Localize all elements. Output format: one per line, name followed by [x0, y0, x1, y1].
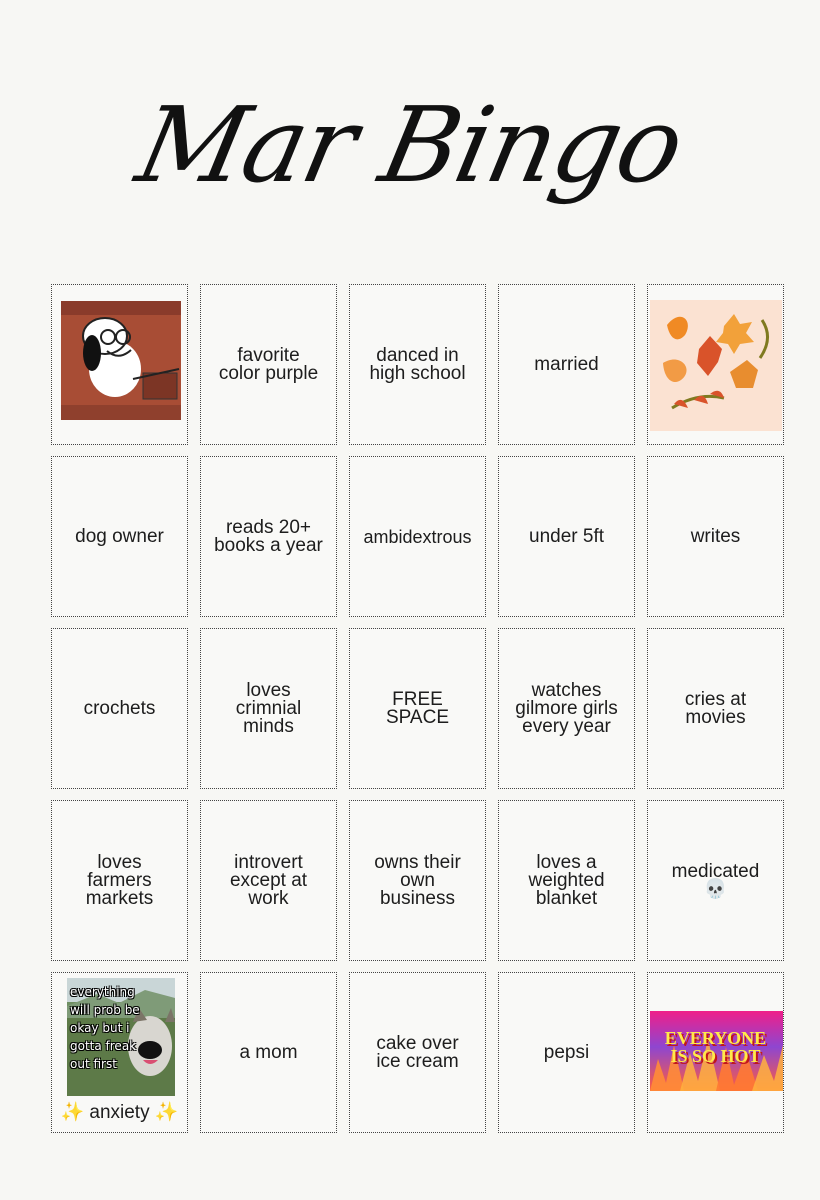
bingo-cell-r4c5[interactable] — [647, 800, 784, 961]
meme-text: everything will prob be okay but i gotta freak out first — [70, 985, 140, 1071]
bingo-cell-r1c2[interactable] — [200, 284, 337, 445]
bingo-cell-text: writes — [690, 525, 741, 547]
bingo-cell-r5c2[interactable] — [200, 972, 337, 1133]
bingo-cell-text: under 5ft — [529, 525, 604, 547]
bingo-cell-text: a mom — [239, 1041, 298, 1063]
bingo-cell-r4c1[interactable] — [51, 800, 188, 961]
meme-title: EVERYONE IS SO HOT — [664, 1028, 767, 1066]
bingo-cell-r1c3[interactable] — [349, 284, 486, 445]
bingo-cell-r2c1[interactable] — [51, 456, 188, 617]
bingo-cell-r5c3[interactable] — [349, 972, 486, 1133]
free-space-label: FREE SPACE — [385, 688, 449, 728]
bingo-cell-text: danced in high school — [369, 344, 466, 384]
bingo-cell-text: introvert except at work — [229, 851, 308, 909]
bingo-cell-r3c5[interactable] — [647, 628, 784, 789]
bingo-cell-r3c1[interactable] — [51, 628, 188, 789]
bingo-cell-text: favorite color purple — [218, 344, 319, 384]
bingo-cell-r4c2[interactable] — [200, 800, 337, 961]
bingo-cell-text: loves a weighted blanket — [528, 851, 605, 909]
page-title: Mar Bingo — [127, 84, 693, 206]
bingo-cell-r1c1[interactable] — [51, 284, 188, 445]
bingo-cell-r4c3[interactable] — [349, 800, 486, 961]
bingo-cell-r4c4[interactable] — [498, 800, 635, 961]
bingo-cell-text: married — [534, 353, 599, 375]
autumn-leaves-image — [650, 300, 782, 431]
bingo-cell-text: watches gilmore girls every year — [515, 679, 618, 737]
bingo-cell-text: pepsi — [543, 1041, 590, 1063]
bingo-cell-r1c5[interactable] — [647, 284, 784, 445]
bingo-cell-r3c4[interactable] — [498, 628, 635, 789]
bingo-cell-text: cake over ice cream — [376, 1032, 459, 1072]
bingo-cell-r1c4[interactable] — [498, 284, 635, 445]
bingo-cell-r3c2[interactable] — [200, 628, 337, 789]
bingo-cell-text: crochets — [83, 697, 156, 719]
bingo-cell-text: owns their own business — [374, 851, 461, 909]
bingo-cell-r2c2[interactable] — [200, 456, 337, 617]
bingo-cell-r5c5[interactable] — [647, 972, 784, 1133]
bingo-cell-text: ambidextrous — [363, 526, 472, 547]
bingo-cell-text: cries at movies — [684, 688, 747, 728]
bingo-cell-r5c4[interactable] — [498, 972, 635, 1133]
bingo-cell-text: loves farmers markets — [85, 851, 154, 909]
bingo-cell-text: dog owner — [75, 525, 164, 547]
bingo-cell-r2c5[interactable] — [647, 456, 784, 617]
anxiety-caption: ✨ anxiety ✨ — [60, 1102, 179, 1123]
bingo-cell-r2c4[interactable] — [498, 456, 635, 617]
bingo-cell-r3c3[interactable] — [349, 628, 486, 789]
bingo-cell-text: reads 20+ books a year — [214, 516, 323, 556]
bingo-cell-r5c1[interactable] — [51, 972, 188, 1133]
snoopy-image — [61, 301, 181, 420]
bingo-cell-text: medicated 💀 — [671, 860, 760, 900]
bingo-cell-r2c3[interactable] — [349, 456, 486, 617]
bingo-cell-text: loves crimnial minds — [235, 679, 302, 737]
